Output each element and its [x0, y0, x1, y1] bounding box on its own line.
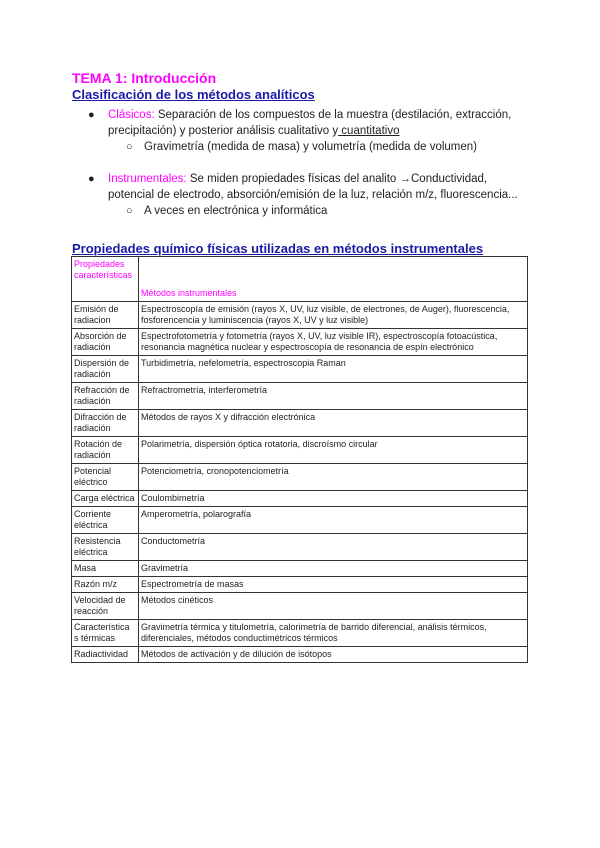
property-cell: Razón m/z — [72, 577, 139, 593]
property-cell: Potencial eléctrico — [72, 464, 139, 491]
methods-cell: Espectroscopía de emisión (rayos X, UV, luz visible, de electrones, de Auger), fluorescencia, fosforencencia y luminiscencia (rayos X, UV y luz visible) — [139, 302, 528, 329]
methods-cell: Gravimetría térmica y titulometría, calorimetría de barrido diferencial, análisis térmicos, diferenciales, métodos conductimétricos térmicos — [139, 620, 528, 647]
table-row — [72, 620, 528, 647]
table-row — [72, 647, 528, 663]
methods-cell: Espectrometría de masas — [139, 577, 528, 593]
bullet-icon: ● — [88, 109, 95, 121]
methods-cell: Métodos de rayos X y difracción electrónica — [139, 410, 528, 437]
property-cell: Rotación de radiación — [72, 437, 139, 464]
list-item-gravimetria — [108, 139, 532, 155]
table-row — [72, 507, 528, 534]
methods-cell: Coulombimetría — [139, 491, 528, 507]
methods-cell: Espectrofotometría y fotometría (rayos X, UV, luz visible IR), espectroscopía fotoacústica, resonancia magnética nuclear y espectroscopía de resonancia de espín electrónico — [139, 329, 528, 356]
property-cell: Carga eléctrica — [72, 491, 139, 507]
classification-list — [72, 107, 532, 219]
table-row — [72, 577, 528, 593]
methods-cell: Potenciometría, cronopotenciometría — [139, 464, 528, 491]
property-cell: Masa — [72, 561, 139, 577]
hollow-bullet-icon: ○ — [126, 141, 133, 153]
property-cell: Característica s térmicas — [72, 620, 139, 647]
methods-cell: Conductometría — [139, 534, 528, 561]
table-row — [72, 410, 528, 437]
table-row — [72, 464, 528, 491]
table-row — [72, 534, 528, 561]
list-item-instrumentales — [72, 171, 532, 219]
property-cell: Velocidad de reacción — [72, 593, 139, 620]
document-body — [72, 70, 532, 257]
table-row — [72, 356, 528, 383]
table-row — [72, 593, 528, 620]
clasicos-underlined: cuantitativo — [338, 125, 400, 137]
methods-cell: Métodos de activación y de dilución de isótopos — [139, 647, 528, 663]
property-cell: Resistencia eléctrica — [72, 534, 139, 561]
methods-cell: Gravimetría — [139, 561, 528, 577]
list-spacer — [72, 155, 532, 171]
methods-cell: Métodos cinéticos — [139, 593, 528, 620]
property-cell: Emisión de radiacion — [72, 302, 139, 329]
table-header-row — [72, 257, 528, 302]
property-cell: Radiactividad — [72, 647, 139, 663]
methods-cell: Polarimetría, dispersión óptica rotatoria, discroísmo circular — [139, 437, 528, 464]
instrumentales-label: Instrumentales: — [108, 173, 187, 185]
page-title: TEMA 1: Introducción — [72, 70, 217, 86]
property-cell: Refracción de radiación — [72, 383, 139, 410]
section-heading-properties: Propiedades químico físicas utilizadas en métodos instrumentales — [72, 241, 484, 256]
list-item-clasicos — [72, 107, 532, 155]
section-heading-classification: Clasificación de los métodos analíticos — [72, 87, 315, 102]
header-cell-methods: Métodos instrumentales — [139, 257, 528, 302]
table-row — [72, 302, 528, 329]
list-item-electronica — [108, 203, 532, 219]
bullet-icon: ● — [88, 173, 95, 185]
clasicos-sub-text: Gravimetría (medida de masa) y volumetría (medida de volumen) — [144, 141, 477, 153]
table-row — [72, 561, 528, 577]
property-cell: Corriente eléctrica — [72, 507, 139, 534]
clasicos-label: Clásicos: — [108, 109, 155, 121]
instrumentales-sublist — [108, 203, 532, 219]
table-row — [72, 491, 528, 507]
property-cell: Dispersión de radiación — [72, 356, 139, 383]
instrumentales-text: Se miden propiedades físicas del analito →Conductividad, potencial de electrodo, absorción/emisión de la luz, relación m/z, fluorescencia... — [108, 173, 518, 201]
clasicos-sublist — [108, 139, 532, 155]
table-row — [72, 329, 528, 356]
table-row — [72, 383, 528, 410]
property-cell: Absorción de radiación — [72, 329, 139, 356]
properties-table — [71, 256, 528, 663]
clasicos-text: Separación de los compuestos de la muestra (destilación, extracción, precipitación) y posterior análisis cualitativo y — [108, 109, 512, 137]
header-cell-properties: Propiedades características — [72, 257, 139, 302]
methods-cell: Amperometría, polarografía — [139, 507, 528, 534]
instrumentales-sub-text: A veces en electrónica y informática — [144, 205, 328, 217]
methods-cell: Refractrometría, interferometría — [139, 383, 528, 410]
property-cell: Difracción de radiación — [72, 410, 139, 437]
table-row — [72, 437, 528, 464]
hollow-bullet-icon: ○ — [126, 205, 133, 217]
methods-cell: Turbidimetría, nefelometría, espectroscopia Raman — [139, 356, 528, 383]
